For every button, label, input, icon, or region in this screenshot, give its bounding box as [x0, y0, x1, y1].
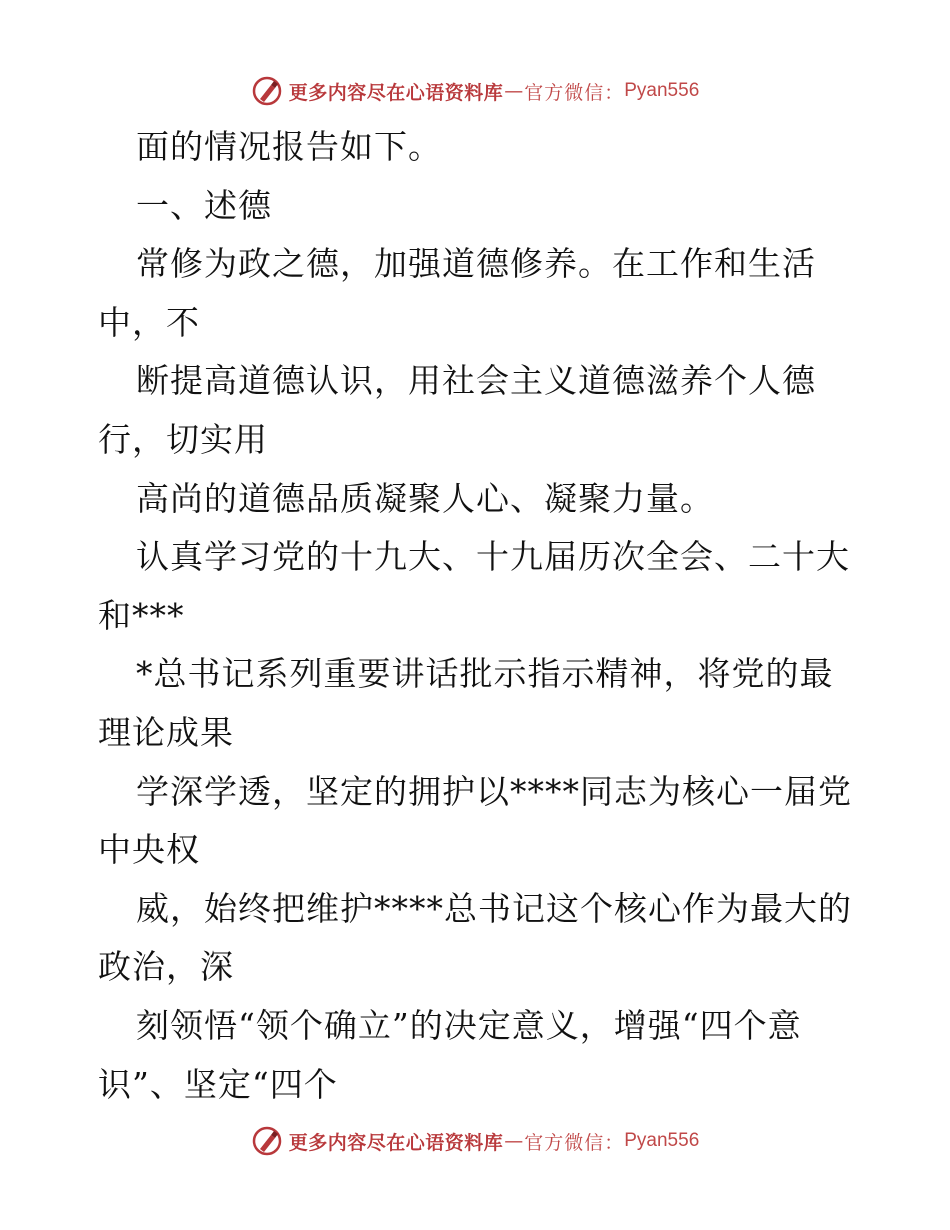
watermark-dash: — [504, 80, 524, 102]
watermark-wechat-id: Pyan556 [624, 1130, 700, 1151]
text-line: 中央权 [98, 830, 200, 870]
watermark-wechat-id: Pyan556 [624, 80, 700, 101]
document-body [98, 118, 878, 1114]
text-line: *总书记系列重要讲话批示指示精神，将党的最 [136, 654, 834, 694]
text-line: 断提高道德认识，用社会主义道德滋养个人德 [136, 361, 816, 401]
watermark-wechat-label: 官方微信： [524, 1131, 625, 1154]
text-line: 学深学透，坚定的拥护以****同志为核心一届党 [136, 771, 852, 811]
text-line: 理论成果 [98, 712, 234, 752]
text-line: 威，始终把维护****总书记这个核心作为最大的 [136, 888, 852, 928]
pen-circle-logo-icon [251, 75, 283, 107]
watermark-brand: 更多内容尽在心语资料库 [288, 1131, 504, 1154]
text-line: 政治，深 [98, 947, 234, 987]
text-line: 刻领悟“领个确立”的决定意义，增强“四个意 [136, 1005, 802, 1045]
pen-circle-logo-icon [251, 1125, 283, 1157]
header-watermark [0, 71, 950, 111]
text-line: 认真学习党的十九大、十九届历次全会、二十大 [136, 537, 850, 577]
section-heading: 一、述德 [136, 185, 272, 225]
text-line: 高尚的道德品质凝聚人心、凝聚力量。 [136, 478, 714, 518]
text-line: 行，切实用 [98, 419, 268, 459]
text-line: 面的情况报告如下。 [136, 127, 442, 166]
watermark-brand: 更多内容尽在心语资料库 [288, 81, 504, 104]
text-line: 中，不 [98, 302, 200, 342]
footer-watermark [0, 1121, 950, 1161]
watermark-wechat-label: 官方微信： [524, 81, 625, 104]
text-line: 常修为政之德，加强道德修养。在工作和生活 [136, 244, 816, 284]
watermark-dash: — [504, 1130, 524, 1152]
text-line: 识”、坚定“四个 [98, 1064, 338, 1104]
text-line: 和*** [98, 595, 185, 635]
